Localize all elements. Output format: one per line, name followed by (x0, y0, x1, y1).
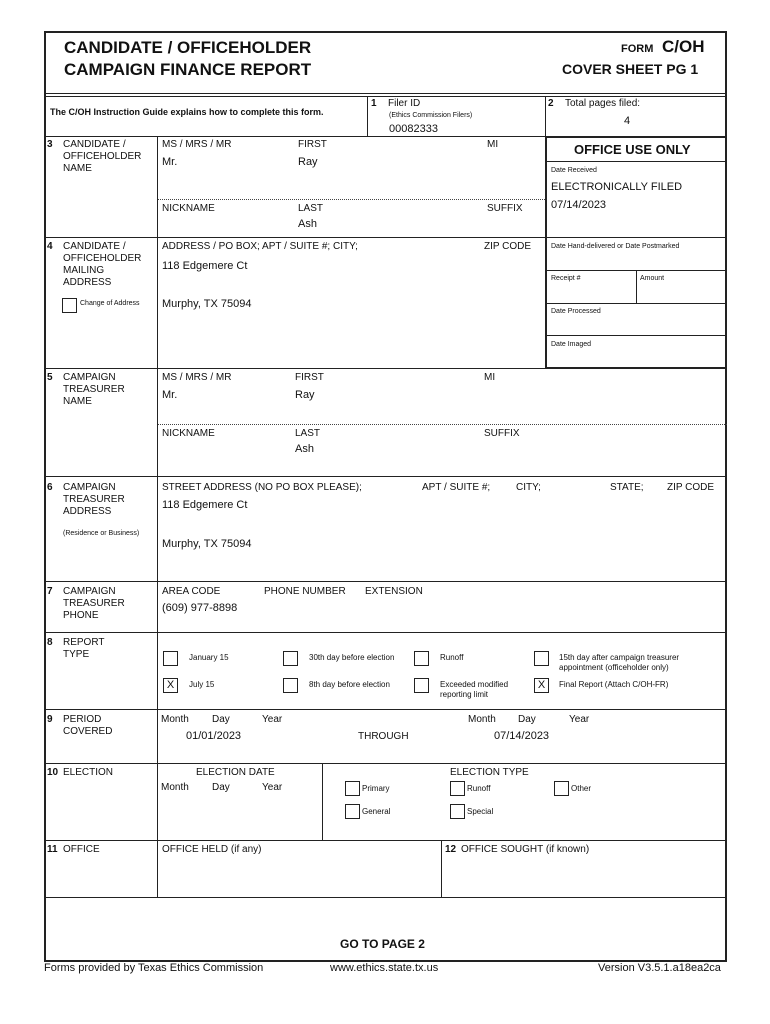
s6-bottom (44, 581, 727, 582)
office-rule-4 (545, 335, 727, 336)
s9-year-label: Year (262, 714, 283, 725)
15th-day-label-1: 15th day after campaign treasurer (559, 653, 680, 662)
s7-label3: PHONE (63, 610, 99, 621)
s6-zip-label: ZIP CODE (667, 482, 715, 493)
s5-bottom (44, 476, 727, 477)
s6-state-label: STATE; (610, 482, 644, 493)
s11-bottom (44, 897, 727, 898)
s3-label1: CANDIDATE / (63, 139, 126, 150)
form-title-line2: CAMPAIGN FINANCE REPORT (64, 60, 312, 79)
30th-day-label: 30th day before election (309, 653, 395, 662)
runoff-report-label: Runoff (440, 653, 464, 662)
january-15-label: January 15 (189, 653, 229, 662)
s5-nickname-label: NICKNAME (162, 428, 215, 439)
s7-bottom (44, 632, 727, 633)
treasurer-prefix[interactable]: Mr. (162, 389, 178, 401)
s3-last-label: LAST (298, 203, 324, 214)
received-date: 07/14/2023 (551, 199, 607, 211)
pages-num: 2 (548, 98, 554, 109)
july-15-label: July 15 (189, 680, 215, 689)
july-15-checkbox[interactable]: X (163, 678, 178, 693)
instruction-note: The C/OH Instruction Guide explains how to complete this form. (50, 107, 324, 117)
form-label: FORM (621, 43, 654, 55)
s5-mi-label: MI (484, 372, 496, 383)
s7-area-label: AREA CODE (162, 586, 221, 597)
primary-label: Primary (362, 784, 390, 793)
s11-divider (441, 840, 442, 897)
s5-label2: TREASURER (63, 384, 125, 395)
election-date-label: ELECTION DATE (196, 767, 275, 778)
cover-sheet-label: COVER SHEET PG 1 (562, 61, 699, 77)
s6-street-label: STREET ADDRESS (NO PO BOX PLEASE); (162, 482, 362, 493)
s7-label1: CAMPAIGN (63, 586, 116, 597)
filer-id-value[interactable]: 00082333 (389, 123, 438, 135)
office-top (545, 136, 727, 138)
row1-bottom (44, 136, 546, 137)
election-runoff-checkbox[interactable] (450, 781, 465, 796)
s9-day-label-2: Day (518, 714, 536, 725)
date-hand-label: Date Hand-delivered or Date Postmarked (551, 243, 680, 250)
s10-day-label: Day (212, 782, 230, 793)
through-label: THROUGH (358, 731, 409, 742)
s8-label2: TYPE (63, 649, 90, 660)
header-divider-2 (44, 96, 727, 97)
office-rule-1 (545, 237, 727, 238)
period-end[interactable]: 07/14/2023 (494, 730, 550, 742)
amount-label: Amount (640, 275, 665, 282)
other-checkbox[interactable] (554, 781, 569, 796)
s11-label: OFFICE (63, 844, 100, 855)
frame-top (44, 31, 727, 33)
s4-bottom (44, 368, 727, 369)
15th-day-label-2: appointment (officeholder only) (559, 663, 669, 672)
s6-city-label: CITY; (516, 482, 541, 493)
s7-label2: TREASURER (63, 598, 125, 609)
treasurer-phone[interactable]: (609) 977-8898 (162, 602, 238, 614)
general-label: General (362, 807, 391, 816)
s5-num: 5 (47, 372, 53, 383)
30th-day-checkbox[interactable] (283, 651, 298, 666)
s6-label1: CAMPAIGN (63, 482, 116, 493)
s9-bottom (44, 763, 727, 764)
treasurer-city[interactable]: Murphy, TX 75094 (162, 538, 252, 550)
office-title-rule (545, 161, 727, 162)
s9-month-label: Month (161, 714, 189, 725)
office-amount-rule (636, 270, 637, 304)
go-to-page-2: GO TO PAGE 2 (340, 937, 425, 951)
filer-sub: (Ethics Commission Filers) (389, 112, 473, 119)
s11-num: 11 (47, 844, 58, 855)
office-held-label[interactable]: OFFICE HELD (if any) (162, 844, 262, 855)
pages-left-rule (545, 96, 546, 137)
s5-label3: NAME (63, 396, 92, 407)
s8-label1: REPORT (63, 637, 105, 648)
s3-dotted-rule (158, 199, 545, 200)
processed-label: Date Processed (551, 308, 601, 315)
s3-first-label: FIRST (298, 139, 327, 150)
s6-label2: TREASURER (63, 494, 125, 505)
s9-label1: PERIOD (63, 714, 102, 725)
treasurer-first-name[interactable]: Ray (295, 389, 315, 401)
other-label: Other (571, 784, 592, 793)
s6-note: (Residence or Business) (63, 530, 140, 537)
exceeded-limit-checkbox[interactable] (414, 678, 429, 693)
s3-label2: OFFICEHOLDER (63, 151, 142, 162)
s3-num: 3 (47, 139, 53, 150)
change-of-address-checkbox[interactable] (62, 298, 77, 313)
s6-apt-label: APT / SUITE #; (422, 482, 491, 493)
pages-label: Total pages filed: (565, 98, 641, 109)
s3-suffix-label: SUFFIX (487, 203, 523, 214)
s8-bottom (44, 709, 727, 710)
s4-label4: ADDRESS (63, 277, 112, 288)
special-label: Special (467, 807, 494, 816)
candidate-prefix[interactable]: Mr. (162, 156, 178, 168)
election-type-label: ELECTION TYPE (450, 767, 529, 778)
office-use-title: OFFICE USE ONLY (574, 142, 691, 157)
s9-day-label: Day (212, 714, 230, 725)
s4-label3: MAILING (63, 265, 105, 276)
s4-zip-label: ZIP CODE (484, 241, 532, 252)
exceeded-label-1: Exceeded modified (440, 680, 509, 689)
final-report-label: Final Report (Attach C/OH-FR) (559, 680, 669, 689)
imaged-label: Date Imaged (551, 341, 592, 348)
s12-num: 12 (445, 844, 457, 855)
primary-checkbox[interactable] (345, 781, 360, 796)
s7-ext-label: EXTENSION (365, 586, 423, 597)
final-report-checkbox[interactable]: X (534, 678, 549, 693)
change-of-address-label: Change of Address (80, 300, 140, 307)
filer-left-rule (367, 96, 368, 137)
s9-month-label-2: Month (468, 714, 496, 725)
footer-version: Version V3.5.1.a18ea2ca (598, 962, 721, 974)
filer-label: Filer ID (388, 98, 421, 109)
s10-num: 10 (47, 767, 59, 778)
s5-label1: CAMPAIGN (63, 372, 116, 383)
s3-bottom (44, 237, 546, 238)
s8-num: 8 (47, 637, 53, 648)
treasurer-last-name[interactable]: Ash (295, 443, 314, 455)
candidate-street[interactable]: 118 Edgemere Ct (162, 260, 248, 272)
election-runoff-label: Runoff (467, 784, 491, 793)
general-checkbox[interactable] (345, 804, 360, 819)
form-code: C/OH (662, 37, 705, 56)
receipt-label: Receipt # (551, 275, 581, 282)
s9-year-label-2: Year (569, 714, 590, 725)
office-rule-3 (545, 303, 727, 304)
s6-num: 6 (47, 482, 53, 493)
s5-suffix-label: SUFFIX (484, 428, 520, 439)
filing-status: ELECTRONICALLY FILED (551, 181, 683, 193)
footer-left: Forms provided by Texas Ethics Commission (44, 962, 264, 974)
s4-num: 4 (47, 241, 53, 252)
candidate-last-name[interactable]: Ash (298, 218, 317, 230)
exceeded-label-2: reporting limit (440, 690, 489, 699)
s5-last-label: LAST (295, 428, 321, 439)
label-column-rule (157, 137, 158, 898)
frame-left (44, 31, 46, 962)
s10-bottom (44, 840, 727, 841)
8th-day-checkbox[interactable] (283, 678, 298, 693)
s10-year-label: Year (262, 782, 283, 793)
s3-mi-label: MI (487, 139, 499, 150)
runoff-report-checkbox[interactable] (414, 651, 429, 666)
candidate-city[interactable]: Murphy, TX 75094 (162, 298, 252, 310)
treasurer-street[interactable]: 118 Edgemere Ct (162, 499, 248, 511)
s9-num: 9 (47, 714, 53, 725)
s10-divider (322, 763, 323, 841)
s10-label: ELECTION (63, 767, 114, 778)
s3-nickname-label: NICKNAME (162, 203, 215, 214)
8th-day-label: 8th day before election (309, 680, 390, 689)
s4-label2: OFFICEHOLDER (63, 253, 142, 264)
header-divider (44, 93, 727, 94)
candidate-first-name[interactable]: Ray (298, 156, 318, 168)
s3-prefix-label: MS / MRS / MR (162, 139, 232, 150)
s5-prefix-label: MS / MRS / MR (162, 372, 232, 383)
s7-phone-label: PHONE NUMBER (264, 586, 346, 597)
s7-num: 7 (47, 586, 53, 597)
filer-num: 1 (371, 98, 377, 109)
s9-label2: COVERED (63, 726, 113, 737)
form-title-line1: CANDIDATE / OFFICEHOLDER (64, 38, 312, 57)
s4-address-label: ADDRESS / PO BOX; APT / SUITE #; CITY; (162, 241, 358, 252)
s4-label1: CANDIDATE / (63, 241, 126, 252)
date-received-label: Date Received (551, 167, 597, 174)
15th-day-checkbox[interactable] (534, 651, 549, 666)
office-sought-label[interactable]: OFFICE SOUGHT (if known) (461, 844, 590, 855)
pages-value[interactable]: 4 (624, 115, 631, 127)
period-start[interactable]: 01/01/2023 (186, 730, 242, 742)
january-15-checkbox[interactable] (163, 651, 178, 666)
special-checkbox[interactable] (450, 804, 465, 819)
s10-month-label: Month (161, 782, 189, 793)
s5-dotted-rule (158, 424, 727, 425)
footer-url[interactable]: www.ethics.state.tx.us (330, 962, 439, 974)
s3-label3: NAME (63, 163, 92, 174)
s6-label3: ADDRESS (63, 506, 112, 517)
s5-first-label: FIRST (295, 372, 324, 383)
frame-right (725, 31, 727, 962)
